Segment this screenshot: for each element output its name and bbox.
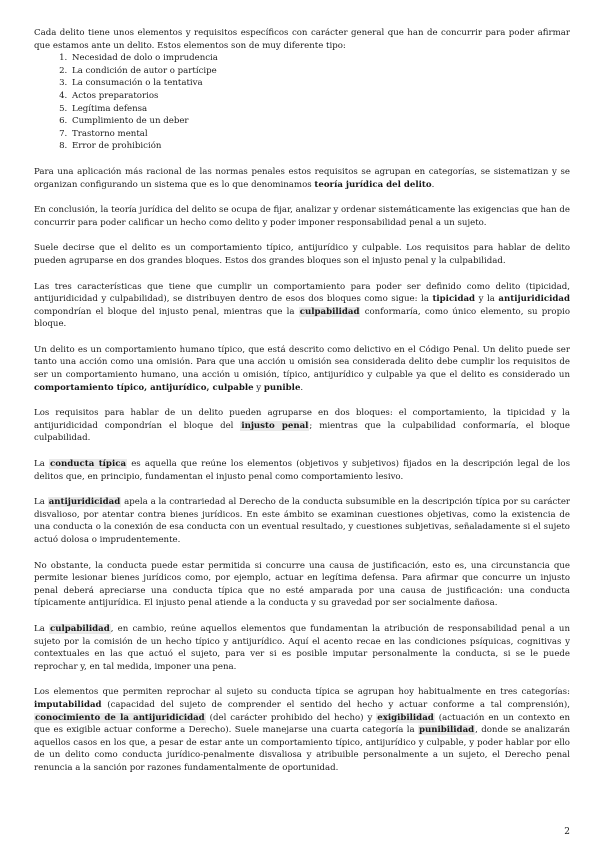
list-item: 7. Trastorno mental bbox=[70, 128, 570, 141]
paragraph-categorias: Los elementos que permiten reprochar al sujeto su conducta típica se agrupan hoy habitualmente en tres categorías: imputabilidad (capacidad del sujeto de comprender el sentido del hecho y actuar conforme a tal comprensión), conocimiento de la antijuridicidad (del carácter prohibido del hecho) y exigibilidad (actuación en un contexto en que es exigible actuar conforme a Derecho). Suele manejarse una cuarta categoría la punibilidad, donde se analizarán aquellos casos en los que, a pesar de estar ante un comportamiento típico, antijurídico y culpable, y poder hablar por ello de un delito como conducta jurídico-penalmente disvaliosa y atribuible personalmente a un sujeto, el Derecho penal renuncia a la sanción por razones fundamentalmente de oportunidad. bbox=[34, 687, 570, 773]
term-antijuridicidad: antijuridicidad bbox=[498, 294, 570, 305]
term-imputabilidad: imputabilidad bbox=[34, 699, 102, 710]
document-body bbox=[34, 27, 570, 788]
list-item: 4. Actos preparatorios bbox=[70, 90, 570, 103]
paragraph-antijuridicidad: La antijuridicidad apela a la contrariedad al Derecho de la conducta subsumible en la descripción típica por su carácter disvalioso, por atentar contra bienes jurídicos. En este ámbito se examinan cuestiones objetivas, como la existencia de una conducta o la conexión de esa conducta con un eventual resultado, y cuestiones subjetivas, señaladamente si el sujeto actuó dolosa o imprudentemente. bbox=[34, 497, 571, 545]
term-conducta-tipica: conducta típica bbox=[50, 459, 127, 470]
paragraph-bloques: Suele decirse que el delito es un comportamiento típico, antijurídico y culpable. Los requisitos para hablar de delito pueden agruparse en dos grandes bloques. Estos dos grandes bloques son el injusto penal y la culpabilidad. bbox=[34, 243, 570, 266]
page-number: 2 bbox=[564, 827, 570, 837]
term-comportamiento: comportamiento típico, antijurídico, culpable bbox=[34, 382, 254, 393]
term-punibilidad: punibilidad bbox=[418, 725, 475, 736]
term-tipicidad: tipicidad bbox=[432, 294, 476, 305]
term-culpabilidad: culpabilidad bbox=[299, 306, 360, 317]
paragraph-conducta-tipica: La conducta típica es aquella que reúne los elementos (objetivos y subjetivos) fijados en la descripción legal de los delitos que, en principio, fundamentan el injusto penal como comportamiento lesivo. bbox=[34, 459, 570, 482]
paragraph-culpabilidad: La culpabilidad, en cambio, reúne aquellos elementos que fundamentan la atribución de responsabilidad penal a un sujeto por la comisión de un hecho típico y antijurídico. Aquí el acento recae en las condiciones psíquicas, cognitivas y contextuales en las que actuó el sujeto, para ver si es posible imputar personalmente la conducta, si se le puede reprochar y, en tal medida, imponer una pena. bbox=[34, 623, 570, 672]
paragraph-justificacion: No obstante, la conducta puede estar permitida si concurre una causa de justificación, esto es, una circunstancia que permite lesionar bienes jurídicos como, por ejemplo, actuar en legítima defensa. Para afirmar que concurre un injusto penal deberá apreciarse una conducta típica que no esté amparada por una causa de justificación: una conducta típicamente antijurídica. El injusto penal atiende a la conducta y su gravedad por ser socialmente dañosa. bbox=[34, 560, 570, 609]
list-item: 2. La condición de autor o partícipe bbox=[70, 65, 570, 78]
list-item: 5. Legítima defensa bbox=[70, 103, 570, 116]
paragraph-comportamiento: Un delito es un comportamiento humano típico, que está descrito como delictivo en el Código Penal. Un delito puede ser tanto una acción como una omisión. Para que una acción u omisión sea considerada delito debe cumplir los requisitos de ser un comportamiento humano, una acción u omisión, típico, antijurídico y culpable ya que el delito es considerado un comportamiento típico, antijurídico, culpable y punible. bbox=[34, 344, 570, 393]
term-antijuridicidad-def: antijuridicidad bbox=[48, 497, 121, 508]
paragraph-teoria: Para una aplicación más racional de las normas penales estos requisitos se agrupan en categorías, se sistematizan y se organizan configurando un sistema que es lo que denominamos teoría jurídica del delito. bbox=[34, 166, 570, 190]
intro-paragraph: Cada delito tiene unos elementos y requisitos específicos con carácter general que han de concurrir para poder afirmar que estamos ante un delito. Estos elementos son de muy diferente tipo: bbox=[34, 28, 570, 51]
paragraph-requisitos: Los requisitos para hablar de un delito pueden agruparse en dos bloques: el comportamiento, la tipicidad y la antijuridicidad compondrían el bloque del injusto penal; mientras que la culpabilidad conformaría, el bloque culpabilidad. bbox=[34, 408, 570, 444]
term-injusto-penal: injusto penal bbox=[241, 420, 309, 431]
term-culpabilidad-def: culpabilidad bbox=[50, 623, 110, 634]
term-teoria-juridica: teoría jurídica del delito bbox=[314, 179, 432, 190]
paragraph-caracteristicas: Las tres características que tiene que cumplir un comportamiento para poder ser definido como delito (tipicidad, antijuridicidad y culpabilidad), se distribuyen dentro de esos dos bloques como sigue: la tipicidad y la antijuridicidad compondrían el bloque del injusto penal, mientras que la culpabilidad conformaría, como único elemento, su propio bloque. bbox=[34, 281, 570, 330]
list-item: 3. La consumación o la tentativa bbox=[70, 77, 570, 90]
term-conocimiento-antijuridicidad: conocimiento de la antijuridicidad bbox=[35, 712, 205, 723]
term-punible: punible bbox=[263, 382, 301, 393]
term-exigibilidad: exigibilidad bbox=[377, 712, 434, 723]
list-item: 1. Necesidad de dolo o imprudencia bbox=[70, 52, 570, 65]
list-item: 8. Error de prohibición bbox=[70, 140, 570, 153]
list-item: 6. Cumplimiento de un deber bbox=[70, 115, 570, 128]
paragraph-conclusion: En conclusión, la teoría jurídica del delito se ocupa de fijar, analizar y ordenar sistemáticamente las exigencias que han de concurrir para poder calificar un hecho como delito y poder imponer responsabilidad penal a un sujeto. bbox=[34, 205, 570, 228]
requirements-list bbox=[34, 52, 570, 153]
